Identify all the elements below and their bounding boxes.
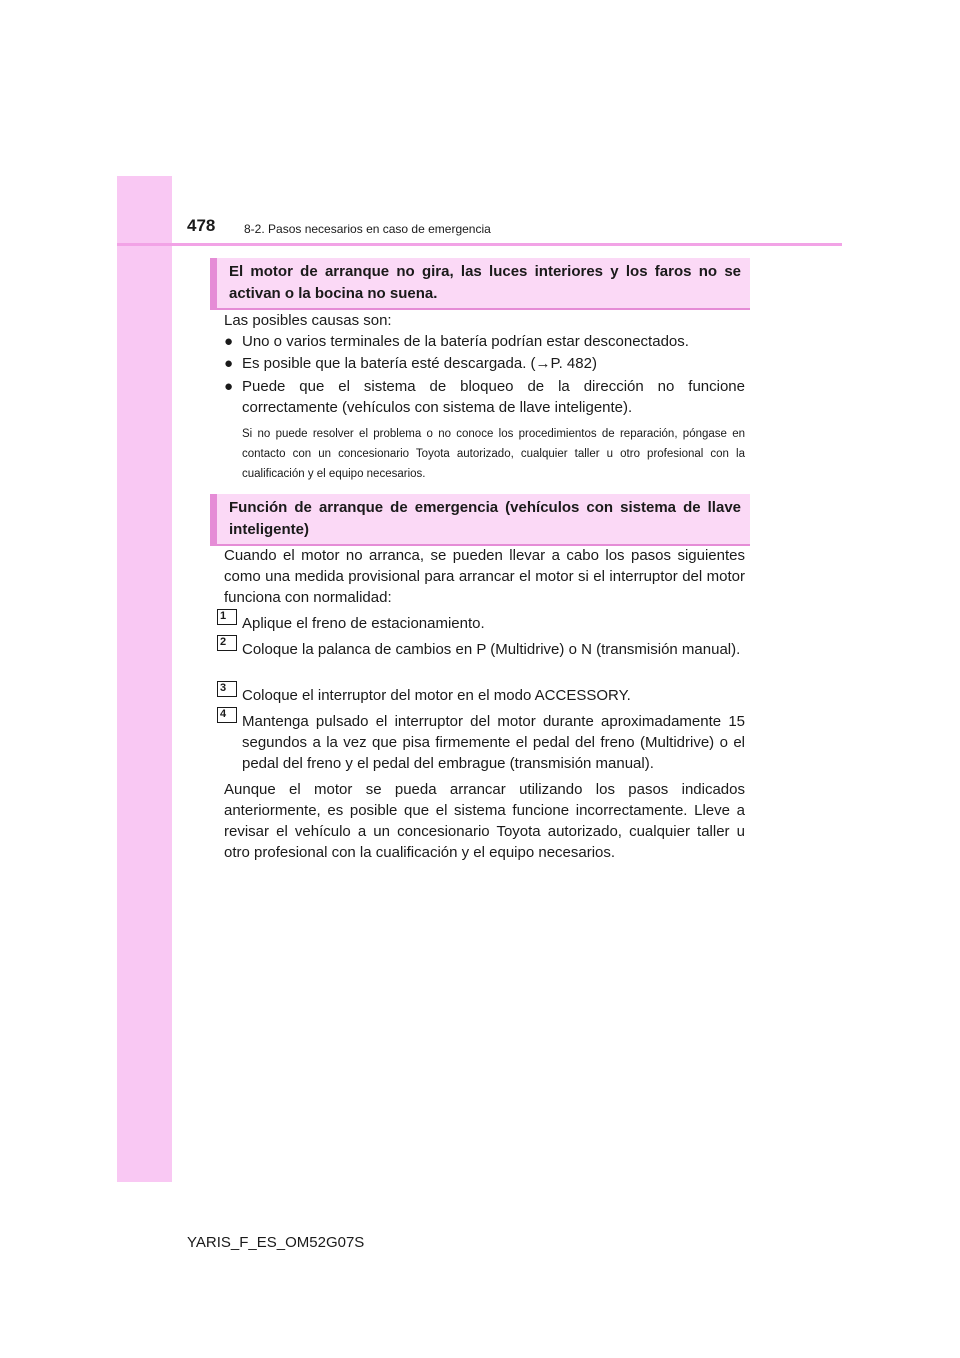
bullet-item <box>224 376 745 418</box>
header-divider <box>117 243 842 246</box>
repair-note: Si no puede resolver el problema o no conoce los procedimientos de reparación, póngase en contacto con un concesionario Toyota autorizado, cualquier taller u otro profesional con la cualificación y el equipo necesarios. <box>242 428 745 480</box>
section-heading-starter-not-turning: El motor de arranque no gira, las luces interiores y los faros no se activan o la bocina no suena. <box>210 258 750 310</box>
step-number: 3 <box>217 681 237 697</box>
step-number: 4 <box>217 707 237 723</box>
step-item <box>217 682 745 706</box>
causes-intro: Las posibles causas son: <box>224 312 392 329</box>
bullet-text: Uno o varios terminales de la batería podrían estar desconectados. <box>242 333 689 350</box>
bullet-item <box>224 353 745 374</box>
side-color-band <box>117 176 172 1182</box>
step-number: 2 <box>217 635 237 651</box>
document-code: YARIS_F_ES_OM52G07S <box>187 1234 365 1251</box>
emergency-intro: Cuando el motor no arranca, se pueden llevar a cabo los pasos siguientes como una medida provisional para arrancar el motor si el interruptor del motor funciona con normalidad: <box>224 547 745 606</box>
section-title: 8-2. Pasos necesarios en caso de emergencia <box>244 222 491 236</box>
bullet-icon: ● <box>224 355 234 372</box>
bullet-text: Puede que el sistema de bloqueo de la dirección no funcione correctamente (vehículos con sistema de llave inteligente). <box>242 378 745 416</box>
bullet-text: Es posible que la batería esté descargada. (→P. 482) <box>242 355 597 372</box>
step-item <box>217 610 745 634</box>
step-text: Coloque el interruptor del motor en el modo ACCESSORY. <box>242 687 631 704</box>
step-item <box>217 708 745 774</box>
bullet-icon: ● <box>224 378 234 395</box>
page-number: 478 <box>187 216 216 235</box>
step-text: Coloque la palanca de cambios en P (Multidrive) o N (transmisión manual). <box>242 641 741 658</box>
closing-paragraph: Aunque el motor se pueda arrancar utilizando los pasos indicados anteriormente, es posible que el sistema funcione incorrectamente. Lleve a revisar el vehículo a un concesionario Toyota autorizado, cualquier taller u otro profesional con la cualificación y el equipo necesarios. <box>224 781 745 861</box>
step-number: 1 <box>217 609 237 625</box>
bullet-icon: ● <box>224 333 234 350</box>
step-text: Mantenga pulsado el interruptor del motor durante aproximadamente 15 segundos a la vez que pisa firmemente el pedal del freno (Multidrive) o el pedal del freno y el pedal del embrague (transmisión manual). <box>242 713 745 772</box>
step-text: Aplique el freno de estacionamiento. <box>242 615 485 632</box>
bullet-item <box>224 331 745 352</box>
step-item <box>217 636 745 660</box>
section-heading-emergency-start: Función de arranque de emergencia (vehículos con sistema de llave inteligente) <box>210 494 750 546</box>
